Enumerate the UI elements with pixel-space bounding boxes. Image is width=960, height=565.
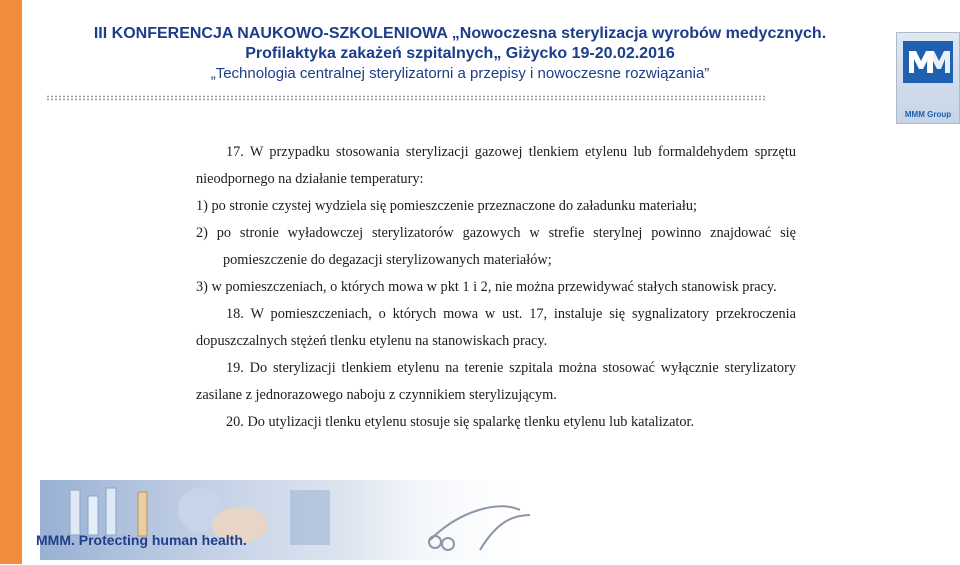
mmm-group-logo <box>896 32 960 124</box>
paragraph-20: 20. Do utylizacji tlenku etylenu stosuje się spalarkę tlenku etylenu lub katalizator. <box>226 414 695 430</box>
orange-side-bar <box>0 0 22 564</box>
logo-caption: MMM Group <box>904 110 952 119</box>
header-subtitle: „Technologia centralnej sterylizatorni a przepisy i nowoczesne rozwiązania” <box>210 65 710 82</box>
header-line-2: Profilaktyka zakażeń szpitalnych„ Giżycko 19-20.02.2016 <box>245 45 675 62</box>
paragraph-18: 18. W pomieszczeniach, o których mowa w ust. 17, instaluje się sygnalizatory przekroczenia dopuszczalnych stężeń tlenku etylenu na stanowiskach pracy. <box>196 306 796 349</box>
header-line-1: III KONFERENCJA NAUKOWO-SZKOLENIOWA „Nowoczesna sterylizacja wyrobów medycznych. <box>93 25 827 42</box>
paragraph-17: 17. W przypadku stosowania sterylizacji gazowej tlenkiem etylenu lub formaldehydem sprzętu nieodpornego na działanie temperatury: <box>196 144 796 187</box>
item-1: 1) po stronie czystej wydziela się pomieszczenie przeznaczone do załadunku materiału; <box>196 198 697 214</box>
paragraph-19: 19. Do sterylizacji tlenkiem etylenu na terenie szpitala można stosować wyłącznie sterylizatory zasilane z jednorazowego naboju z czynnikiem sterylizującym. <box>196 360 796 403</box>
conference-header <box>40 24 880 84</box>
dotted-divider <box>46 95 766 101</box>
item-3: 3) w pomieszczeniach, o których mowa w pkt 1 i 2, nie można przewidywać stałych stanowisk pracy. <box>196 279 777 295</box>
item-2: 2) po stronie wyładowczej sterylizatorów gazowych w strefie sterylnej powinno znajdować się pomieszczenie do degazacji sterylizowanych materiałów; <box>196 225 796 268</box>
regulation-text <box>196 139 796 436</box>
mmm-logo-icon <box>903 41 953 83</box>
footer-slogan: MMM. Protecting human health. <box>36 532 247 548</box>
